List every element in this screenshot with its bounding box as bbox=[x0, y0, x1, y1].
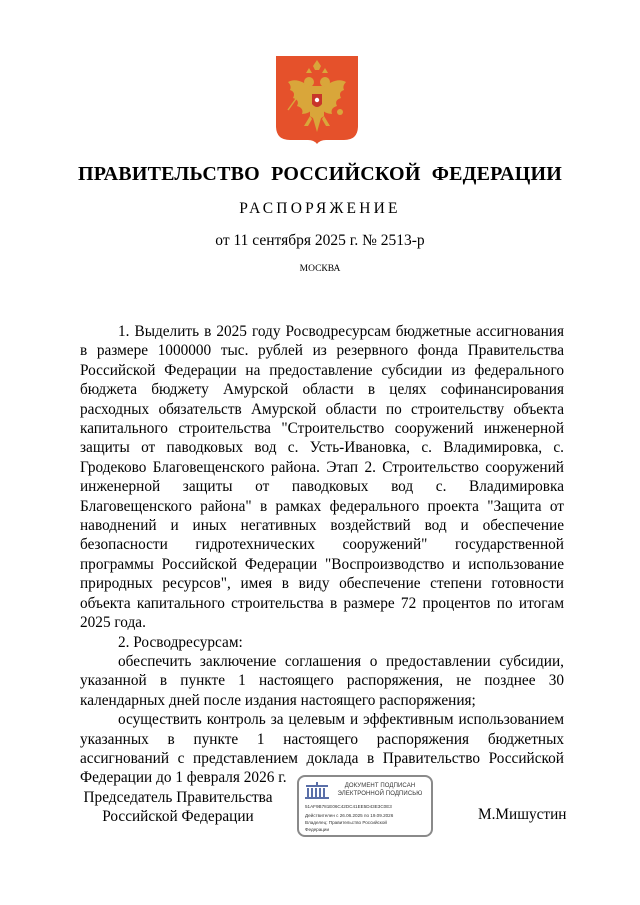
government-building-icon bbox=[304, 782, 330, 800]
coat-of-arms-icon bbox=[276, 56, 358, 144]
signatory-name: М.Мишустин bbox=[478, 806, 567, 823]
paragraph-2-item-1: обеспечить заключение соглашения о предоставлении субсидии, указанной в пункте 1 настоящего распоряжения, не позднее 30 календарных дней после издания настоящего распоряжения; bbox=[80, 652, 564, 709]
document-type: РАСПОРЯЖЕНИЕ bbox=[239, 200, 401, 217]
stamp-owner-line1: Владелец: Правительство Российской bbox=[305, 820, 387, 825]
stamp-validity: Действителен с 26.06.2025 по 19.09.2026 bbox=[305, 813, 394, 818]
paragraph-1: 1. Выделить в 2025 году Росводресурсам бюджетные ассигнования в размере 1000000 тыс. рублей из резервного фонда Правительства Российской Федерации на предоставление субсидии из федерального бюджета бюджету Амурской области в целях софинансирования расходных обязательств Амурской области по строительству объекта капитального строительства "Строительство сооружений инженерной защиты от паводковых вод с. Усть-Ивановка, с. Владимировка, с. Гродеково Благовещенского района. Этап 2. Строительство сооружений инженерной защиты от паводковых вод с. Владимировка Благовещенского района" в рамках федерального проекта "Защита от наводнений и иных негативных воздействий вод и обеспечение безопасности гидротехнических сооружений" государственной программы Российской Федерации "Воспроизводство и использование природных ресурсов", имея в виду обеспечение степени готовности объекта капитального строительства в размере 72 процентов по итогам 2025 года. bbox=[80, 323, 564, 632]
stamp-owner-line2: Федерации bbox=[305, 827, 330, 832]
organization-title: ПРАВИТЕЛЬСТВО РОССИЙСКОЙ ФЕДЕРАЦИИ bbox=[78, 163, 562, 185]
stamp-title-line2: ЭЛЕКТРОННОЙ ПОДПИСЬЮ bbox=[337, 790, 423, 797]
document-body bbox=[80, 322, 564, 788]
paragraph-2-item-2: осуществить контроль за целевым и эффективным использованием указанных в пункте 1 настоящего распоряжения бюджетных ассигнований с представлением доклада в Правительство Российской Федерации до 1 февраля 2026 г. bbox=[80, 711, 564, 787]
stamp-title-line1: ДОКУМЕНТ ПОДПИСАН bbox=[344, 783, 416, 789]
signatory-position bbox=[78, 788, 278, 827]
stamp-title bbox=[331, 783, 429, 798]
electronic-signature-stamp bbox=[297, 775, 433, 837]
document-city: МОСКВА bbox=[299, 264, 341, 274]
signatory-position-line2: Российской Федерации bbox=[102, 808, 254, 826]
signatory-position-line1: Председатель Правительства bbox=[83, 789, 273, 806]
stamp-certificate: 51AF9B781E06C42DC41EE5D43E3C0E3 bbox=[305, 804, 392, 809]
document-date-number: от 11 сентября 2025 г. № 2513-р bbox=[215, 232, 425, 249]
paragraph-2: 2. Росводресурсам: bbox=[118, 633, 243, 651]
